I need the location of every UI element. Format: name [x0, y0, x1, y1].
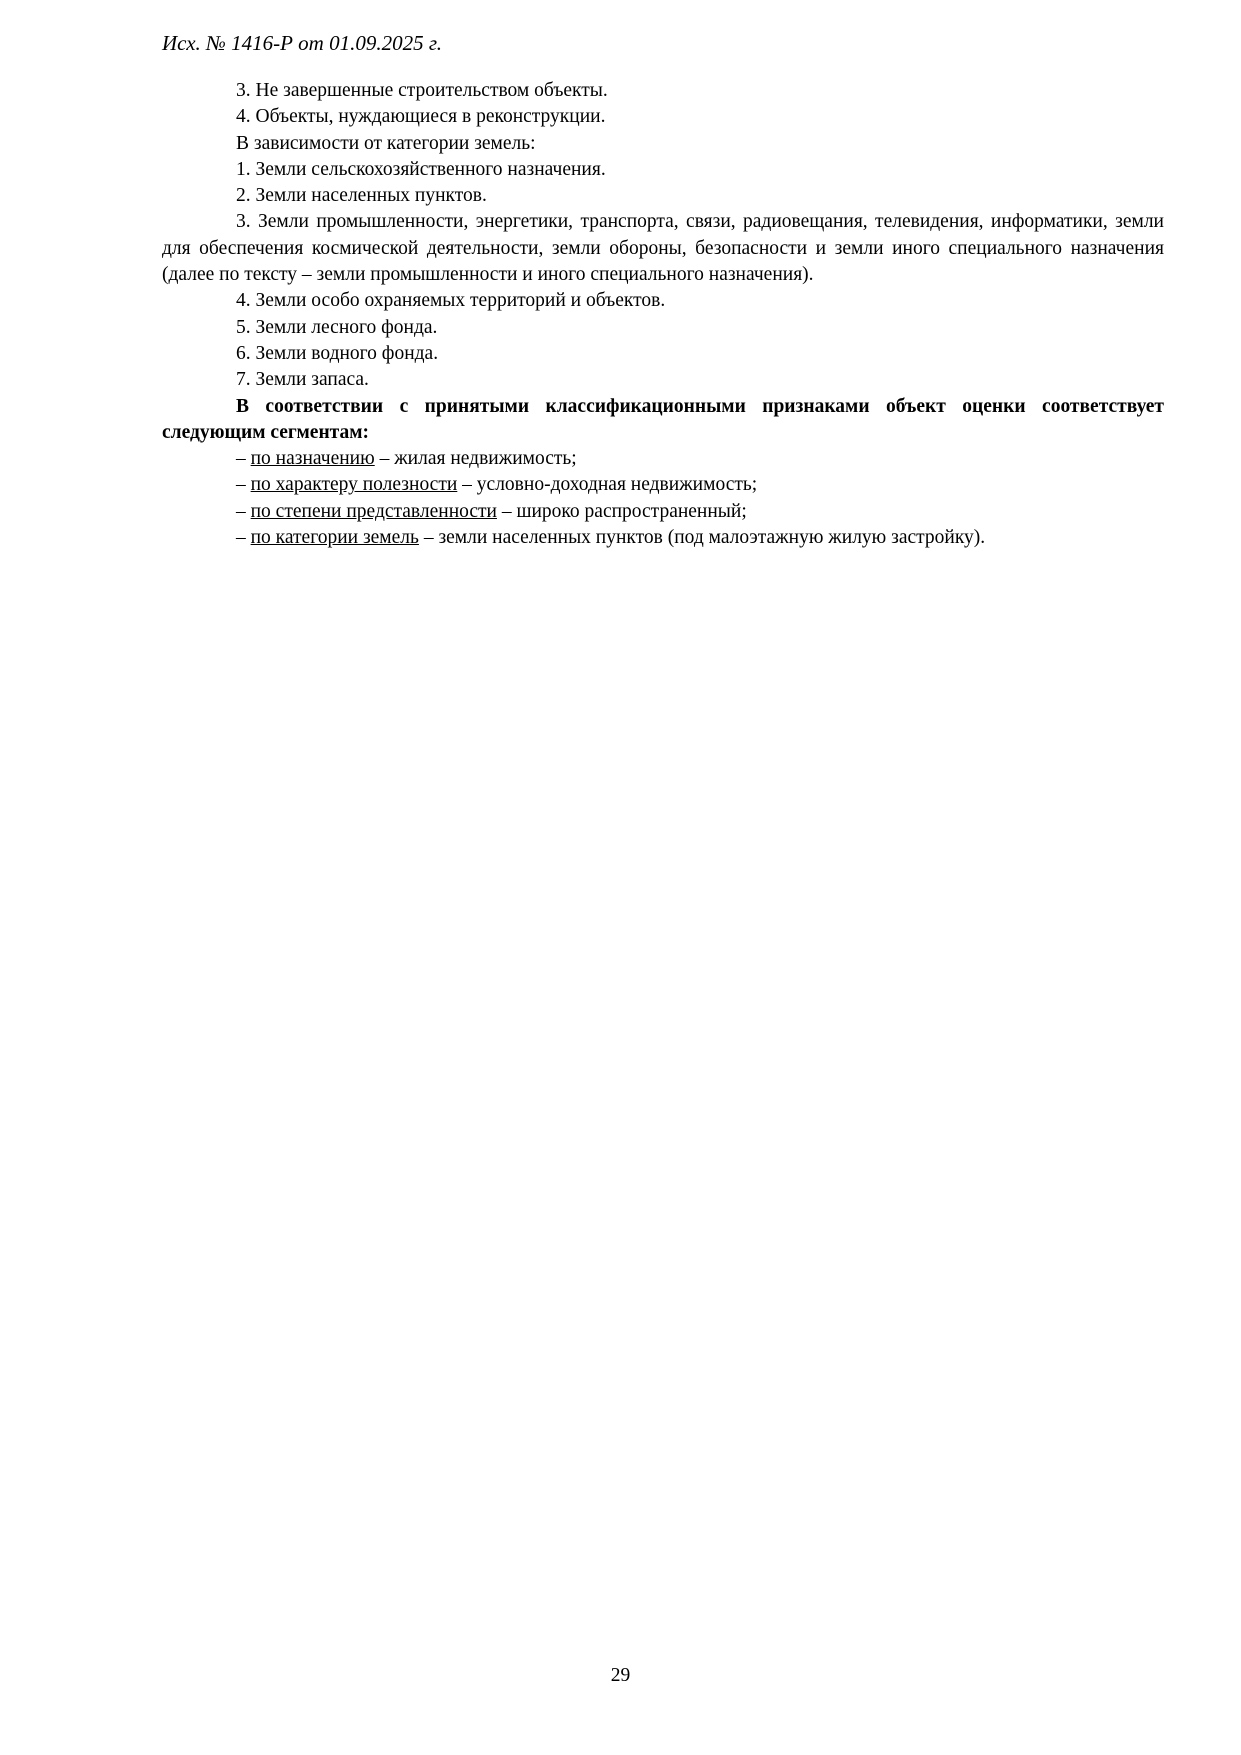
land-category-item: 1. Земли сельскохозяйственного назначения. [236, 158, 606, 180]
segment-dash: – [236, 527, 251, 549]
document-reference-number: Исх. № 1416-Р от 01.09.2025 г. [162, 31, 442, 55]
object-item: 4. Объекты, нуждающиеся в реконструкции. [236, 106, 606, 128]
land-category-item: 4. Земли особо охраняемых территорий и объектов. [236, 290, 666, 312]
segment-dash: – [236, 448, 251, 470]
segment-value: – земли населенных пунктов (под малоэтажную жилую застройку). [418, 527, 986, 549]
segment-value: – широко распространенный; [496, 500, 747, 522]
land-category-item: 3. Земли промышленности, энергетики, транспорта, связи, радиовещания, телевидения, информатики, земли для обеспечения космической деятельности, земли обороны, безопасности и земли иного специального назначения (далее по тексту – земли промышленности и иного специального назначения). [162, 211, 1164, 286]
land-category-item: 7. Земли запаса. [236, 369, 369, 391]
segment-item [162, 525, 1164, 551]
segment-criterion: по характеру полезности [250, 474, 458, 496]
segment-criterion: по категории земель [250, 527, 419, 549]
land-category-item: 6. Земли водного фонда. [236, 342, 439, 364]
segment-item [162, 499, 1164, 525]
document-body [162, 78, 1164, 551]
land-category-item: 2. Земли населенных пунктов. [236, 185, 487, 207]
land-category-intro: В зависимости от категории земель: [236, 132, 536, 154]
segment-criterion: по назначению [250, 448, 375, 470]
classification-conclusion: В соответствии с принятыми классификационными признаками объект оценки соответствует следующим сегментам: [162, 395, 1164, 443]
land-category-item: 5. Земли лесного фонда. [236, 316, 438, 338]
segment-value: – жилая недвижимость; [374, 448, 577, 470]
segment-item [162, 446, 1164, 472]
segment-value: – условно-доходная недвижимость; [457, 474, 758, 496]
object-item: 3. Не завершенные строительством объекты. [236, 80, 608, 101]
segment-criterion: по степени представленности [250, 500, 497, 522]
page-number: 29 [610, 1665, 631, 1686]
segment-item [162, 472, 1164, 498]
segment-dash: – [236, 474, 251, 496]
segment-dash: – [236, 500, 251, 522]
